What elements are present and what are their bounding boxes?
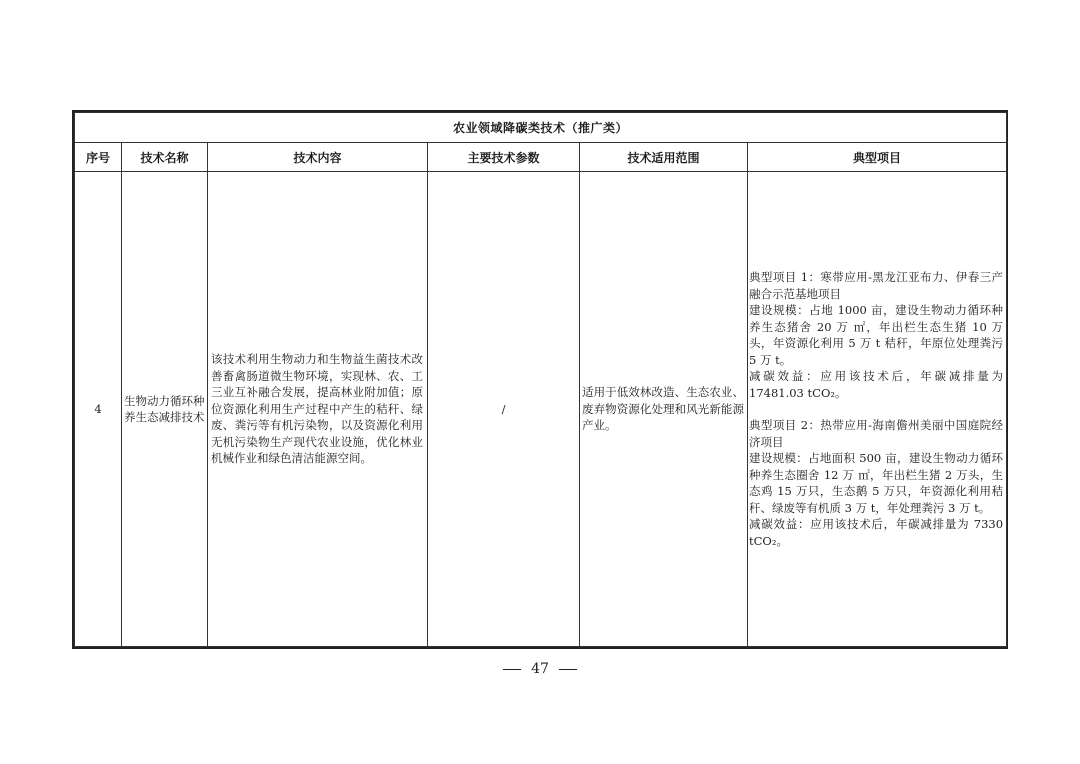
header-tech-name: 技术名称 bbox=[122, 143, 208, 172]
table-header-row bbox=[75, 143, 1007, 172]
table-title-row bbox=[75, 113, 1007, 143]
technology-table-frame bbox=[72, 110, 1008, 649]
page-dash-left bbox=[503, 669, 521, 670]
case-2-benefit: 减碳效益：应用该技术后，年碳减排量为 7330 tCO₂。 bbox=[749, 517, 1004, 548]
case-2-scale: 建设规模：占地面积 500 亩，建设生物动力循环种养生态圈舍 12 万 ㎡，年出栏生猪 2 万头，生态鸡 15 万只，生态鹅 5 万只，年资源化利用秸秆、绿废等有机质 3 万 t，年处理粪污 3 万 t。 bbox=[749, 451, 1004, 515]
case-1-title: 典型项目 1：寒带应用-黑龙江亚布力、伊春三产融合示范基地项目 bbox=[749, 270, 1004, 301]
row-tech-name: 生物动力循环种养生态减排技术 bbox=[122, 172, 208, 647]
case-spacer bbox=[749, 401, 1003, 417]
page-number-value: 47 bbox=[531, 661, 549, 677]
row-tech-parameters: / bbox=[428, 172, 580, 647]
page-dash-right bbox=[559, 669, 577, 670]
table-row bbox=[75, 172, 1007, 647]
header-number: 序号 bbox=[75, 143, 122, 172]
row-tech-content: 该技术利用生物动力和生物益生菌技术改善畜禽肠道微生物环境，实现林、农、工三业互补融合发展，提高林业附加值；原位资源化利用生产过程中产生的秸秆、绿废、粪污等有机污染物，以及资源化利用无机污染物生产现代农业设施，优化林业机械作业和绿色清洁能源空间。 bbox=[208, 172, 428, 647]
row-application-scope: 适用于低效林改造、生态农业、废弃物资源化处理和风光新能源产业。 bbox=[580, 172, 748, 647]
case-1-scale: 建设规模：占地 1000 亩，建设生物动力循环种养生态猪舍 20 万 ㎡，年出栏生态生猪 10 万头，年资源化利用 5 万 t 秸秆，年原位处理粪污 5 万 t。 bbox=[749, 303, 1004, 367]
header-tech-parameters: 主要技术参数 bbox=[428, 143, 580, 172]
row-typical-projects bbox=[748, 172, 1007, 647]
case-1-benefit: 减碳效益：应用该技术后，年碳减排量为 17481.03 tCO₂。 bbox=[749, 369, 1004, 400]
technology-table bbox=[74, 112, 1007, 647]
header-tech-content: 技术内容 bbox=[208, 143, 428, 172]
page-number bbox=[0, 661, 1080, 677]
table-title: 农业领域降碳类技术（推广类） bbox=[75, 113, 1007, 143]
header-application-scope: 技术适用范围 bbox=[580, 143, 748, 172]
case-2-title: 典型项目 2：热带应用-海南儋州美丽中国庭院经济项目 bbox=[749, 418, 1004, 449]
row-number: 4 bbox=[75, 172, 122, 647]
header-typical-projects: 典型项目 bbox=[748, 143, 1007, 172]
